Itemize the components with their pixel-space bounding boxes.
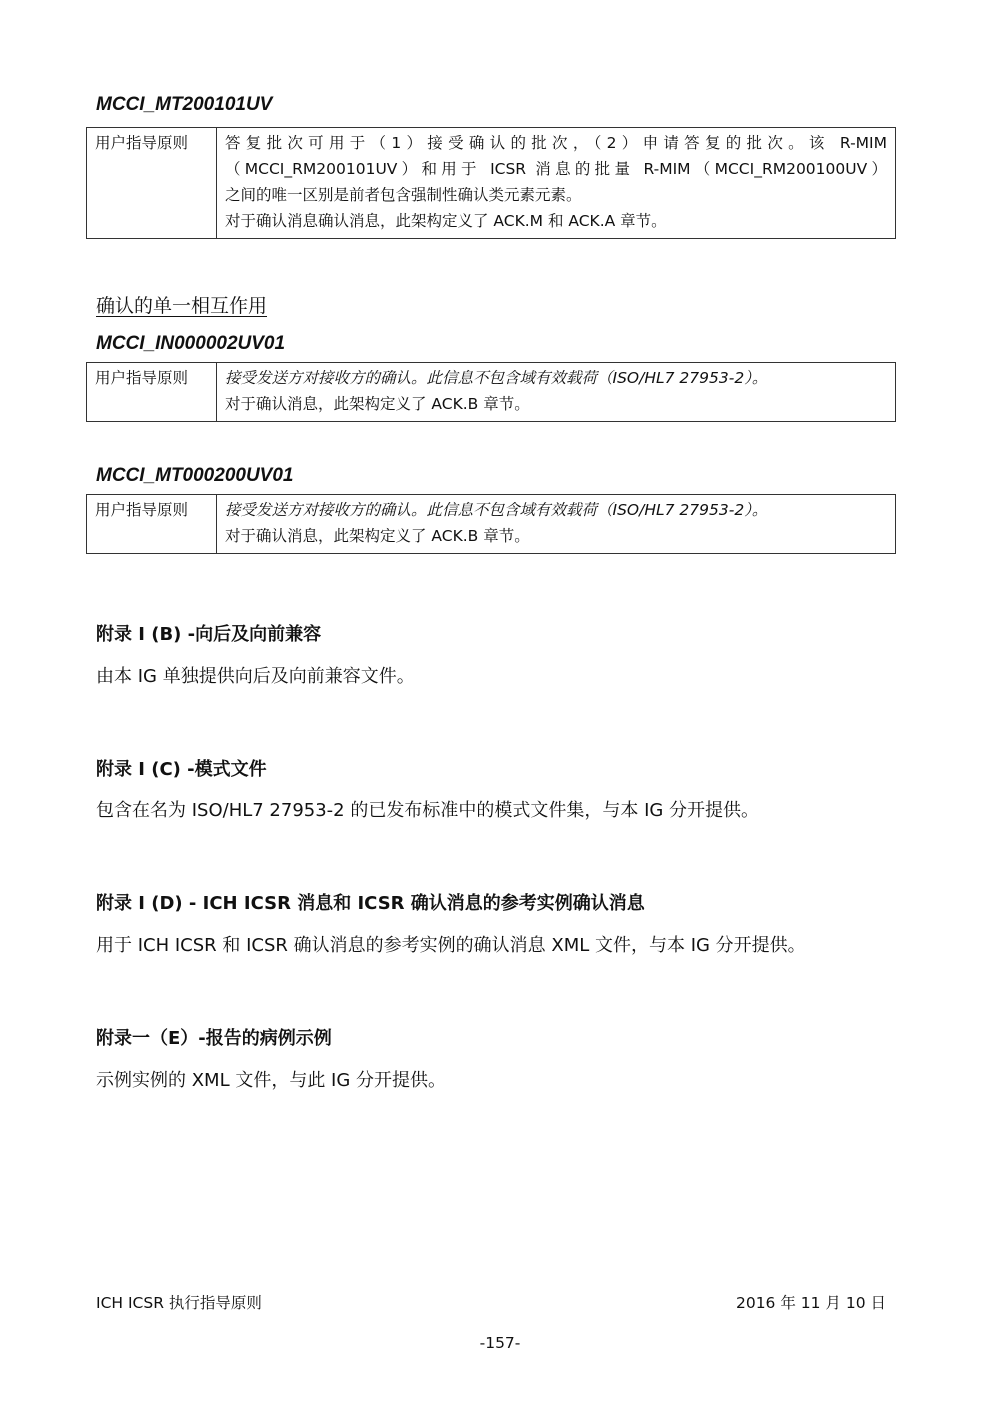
table-line: 对于确认消息，此架构定义了 ACK.B 章节。 bbox=[225, 395, 530, 413]
appendix-e-body: 示例实例的 XML 文件，与此 IG 分开提供。 bbox=[96, 1070, 447, 1091]
guideline-table-in000002uv01 bbox=[86, 362, 896, 422]
table-label: 用户指导原则 bbox=[87, 363, 217, 422]
table-line: 接受发送方对接收方的确认。此信息不包含域有效载荷（ISO/HL7 27953-2）。 bbox=[225, 501, 768, 519]
table-content bbox=[217, 363, 896, 422]
guideline-table-mt200101uv bbox=[86, 127, 896, 239]
appendix-d-title: 附录 I (D) - ICH ICSR 消息和 ICSR 确认消息的参考实例确认消息 bbox=[96, 893, 645, 914]
appendix-b-title: 附录 I (B) -向后及向前兼容 bbox=[96, 624, 322, 645]
table-line: 对于确认消息确认消息，此架构定义了 ACK.M 和 ACK.A 章节。 bbox=[225, 212, 667, 230]
appendix-c-body: 包含在名为 ISO/HL7 27953-2 的已发布标准中的模式文件集，与本 IG 分开提供。 bbox=[96, 800, 760, 821]
table-label: 用户指导原则 bbox=[87, 128, 217, 239]
appendix-e-title: 附录一（E）-报告的病例示例 bbox=[96, 1028, 332, 1049]
appendix-c-title: 附录 I (C) -模式文件 bbox=[96, 759, 267, 780]
appendix-b-body: 由本 IG 单独提供向后及向前兼容文件。 bbox=[96, 666, 415, 687]
table-content bbox=[217, 495, 896, 554]
section-heading-mcci-in000002uv01: MCCI_IN000002UV01 bbox=[96, 333, 286, 354]
appendix-d-body: 用于 ICH ICSR 和 ICSR 确认消息的参考实例的确认消息 XML 文件，与本 IG 分开提供。 bbox=[96, 935, 806, 956]
table-line: 之间的唯一区别是前者包含强制性确认类元素元素。 bbox=[225, 186, 582, 204]
table-content bbox=[217, 128, 896, 239]
table-line: 对于确认消息，此架构定义了 ACK.B 章节。 bbox=[225, 527, 530, 545]
table-line: （MCCI_RM200101UV）和用于 ICSR 消息的批量 R-MIM（MCCI_RM200100UV） bbox=[225, 160, 887, 178]
table-line: 答复批次可用于（1）接受确认的批次，（2）申请答复的批次。该 R-MIM bbox=[225, 134, 887, 152]
table-label: 用户指导原则 bbox=[87, 495, 217, 554]
table-line: 接受发送方对接收方的确认。此信息不包含域有效载荷（ISO/HL7 27953-2）。 bbox=[225, 369, 768, 387]
guideline-table-mt000200uv01 bbox=[86, 494, 896, 554]
section-heading-mcci-mt200101uv: MCCI_MT200101UV bbox=[96, 94, 273, 115]
subheading-single-interaction: 确认的单一相互作用 bbox=[96, 295, 268, 317]
footer-document-title: ICH ICSR 执行指导原则 bbox=[96, 1294, 262, 1312]
footer-date: 2016 年 11 月 10 日 bbox=[735, 1294, 886, 1312]
page-number: -157- bbox=[479, 1334, 521, 1352]
section-heading-mcci-mt000200uv01: MCCI_MT000200UV01 bbox=[96, 465, 294, 486]
